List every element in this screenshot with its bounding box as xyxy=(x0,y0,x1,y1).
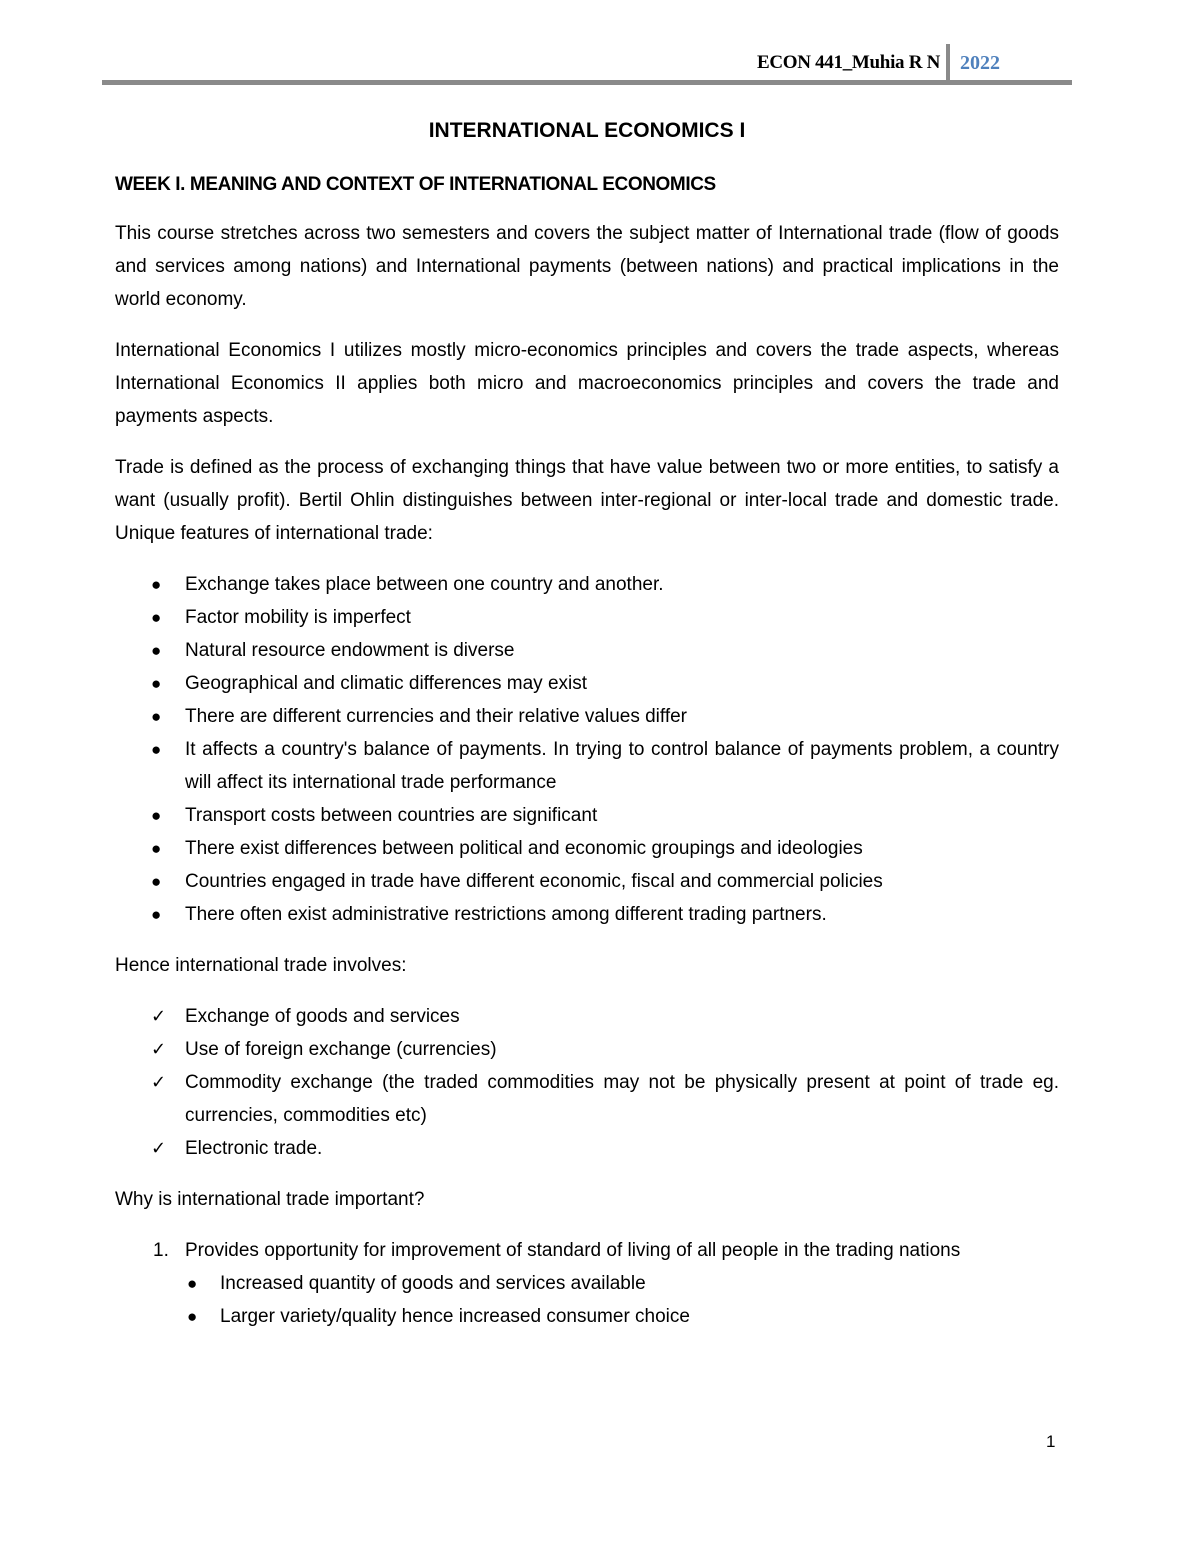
bullet-icon: ● xyxy=(151,806,162,825)
checkmark-icon: ✓ xyxy=(151,1006,167,1026)
importance-question: Why is international trade important? xyxy=(115,1189,425,1210)
page-number: 1 xyxy=(1046,1432,1056,1451)
bullet-icon: ● xyxy=(151,905,162,924)
list-item: ● It affects a country's balance of payments. In trying to control balance of payments problem, a country will affect its international trade performance xyxy=(115,733,1059,799)
list-item: ● Natural resource endowment is diverse xyxy=(115,634,1059,667)
bullet-icon: ● xyxy=(187,1274,198,1293)
document-title: INTERNATIONAL ECONOMICS I xyxy=(428,119,746,142)
list-item: ● There often exist administrative restrictions among different trading partners. xyxy=(115,898,1059,931)
list-item: ✓ Commodity exchange (the traded commodities may not be physically present at point of trade eg. currencies, commodities etc) xyxy=(115,1066,1059,1132)
bullet-icon: ● xyxy=(187,1307,198,1326)
involves-intro: Hence international trade involves: xyxy=(115,955,407,976)
involves-list xyxy=(115,1000,1059,1165)
header-rule xyxy=(102,80,1072,85)
bullet-icon: ● xyxy=(151,674,162,693)
list-item: ● Transport costs between countries are significant xyxy=(115,799,1059,832)
list-item: ✓ Use of foreign exchange (currencies) xyxy=(115,1033,1059,1066)
page-header xyxy=(0,52,1200,78)
bullet-icon: ● xyxy=(151,839,162,858)
list-item: ● Factor mobility is imperfect xyxy=(115,601,1059,634)
document-body xyxy=(115,114,1059,1351)
header-course-label: ECON 441_Muhia R N xyxy=(756,52,940,73)
list-item: ● Geographical and climatic differences may exist xyxy=(115,667,1059,700)
checkmark-icon: ✓ xyxy=(151,1039,167,1059)
list-item: ● There are different currencies and their relative values differ xyxy=(115,700,1059,733)
header-year: 2022 xyxy=(960,52,1000,74)
header-separator xyxy=(946,44,950,82)
list-item: ● Countries engaged in trade have different economic, fiscal and commercial policies xyxy=(115,865,1059,898)
bullet-icon: ● xyxy=(151,608,162,627)
features-list xyxy=(115,568,1059,931)
list-item: ● Exchange takes place between one country and another. xyxy=(115,568,1059,601)
importance-list xyxy=(115,1234,1059,1333)
list-item: ● Increased quantity of goods and services available xyxy=(115,1267,1059,1300)
bullet-icon: ● xyxy=(151,740,162,759)
checkmark-icon: ✓ xyxy=(151,1072,167,1092)
list-item: ● Larger variety/quality hence increased consumer choice xyxy=(115,1300,1059,1333)
list-item: ✓ Electronic trade. xyxy=(115,1132,1059,1165)
bullet-icon: ● xyxy=(151,872,162,891)
list-item: 1. Provides opportunity for improvement of standard of living of all people in the trading nations ● Increased quantity of goods and services available ● Larger variety/quality hence increased consumer choice xyxy=(115,1234,1059,1333)
week-heading: WEEK I. MEANING AND CONTEXT OF INTERNATIONAL ECONOMICS xyxy=(115,174,716,195)
list-item: ✓ Exchange of goods and services xyxy=(115,1000,1059,1033)
paragraph-course-scope: This course stretches across two semesters and covers the subject matter of International trade (flow of goods and services among nations) and International payments (between nations) and practical implications in the world economy. xyxy=(115,223,1059,310)
bullet-icon: ● xyxy=(151,641,162,660)
importance-sub-list xyxy=(185,1267,1059,1333)
list-item: ● There exist differences between political and economic groupings and ideologies xyxy=(115,832,1059,865)
paragraph-trade-definition: Trade is defined as the process of exchanging things that have value between two or more entities, to satisfy a want (usually profit). Bertil Ohlin distinguishes between inter-regional or inter-local trade and domestic trade. Unique features of international trade: xyxy=(115,457,1059,544)
bullet-icon: ● xyxy=(151,707,162,726)
bullet-icon: ● xyxy=(151,575,162,594)
paragraph-course-parts: International Economics I utilizes mostly micro-economics principles and covers the trade aspects, whereas International Economics II applies both micro and macroeconomics principles and covers the trade and payments aspects. xyxy=(115,340,1059,427)
list-number: 1. xyxy=(153,1240,169,1261)
checkmark-icon: ✓ xyxy=(151,1138,167,1158)
